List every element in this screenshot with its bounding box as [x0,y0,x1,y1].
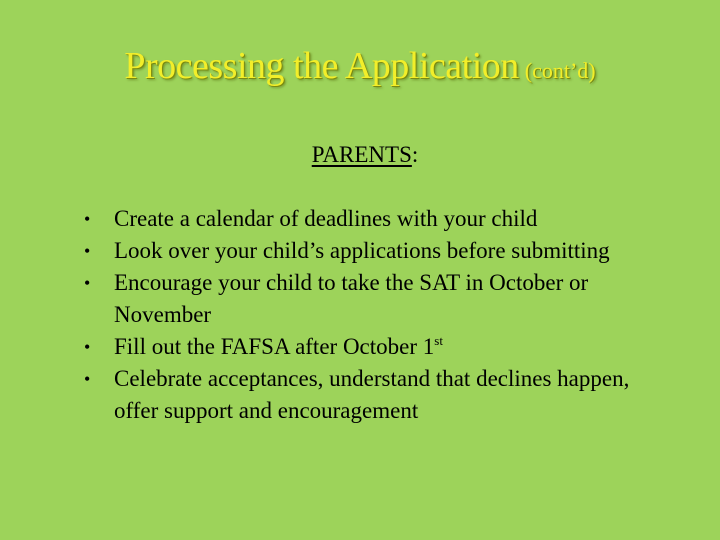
list-item [84,267,664,331]
bullet-text: Encourage your child to take the SAT in October or November [114,270,589,327]
bullet-text: Look over your child’s applications before submitting [114,238,610,263]
heading-colon: : [411,142,419,167]
bullet-icon: • [84,241,91,261]
list-item [84,363,664,427]
bullet-icon: • [84,337,91,357]
bullet-text: Fill out the FAFSA after October 1 [114,334,435,359]
section-heading [0,142,720,168]
title-sub-text: (cont’d) [524,58,596,83]
ordinal-superscript: st [434,333,443,348]
list-item [84,203,664,235]
title-main-text: Processing the Application [124,45,519,87]
list-item [84,235,664,267]
bullet-icon: • [84,369,91,389]
bullet-icon: • [84,273,91,293]
bullet-text: Celebrate acceptances, understand that declines happen, offer support and encouragement [114,366,630,423]
list-item [84,331,664,363]
bullet-list [84,203,664,427]
bullet-text: Create a calendar of deadlines with your child [114,206,538,231]
bullet-icon: • [84,209,91,229]
slide-title [0,44,720,88]
heading-text: PARENTS [311,142,412,167]
